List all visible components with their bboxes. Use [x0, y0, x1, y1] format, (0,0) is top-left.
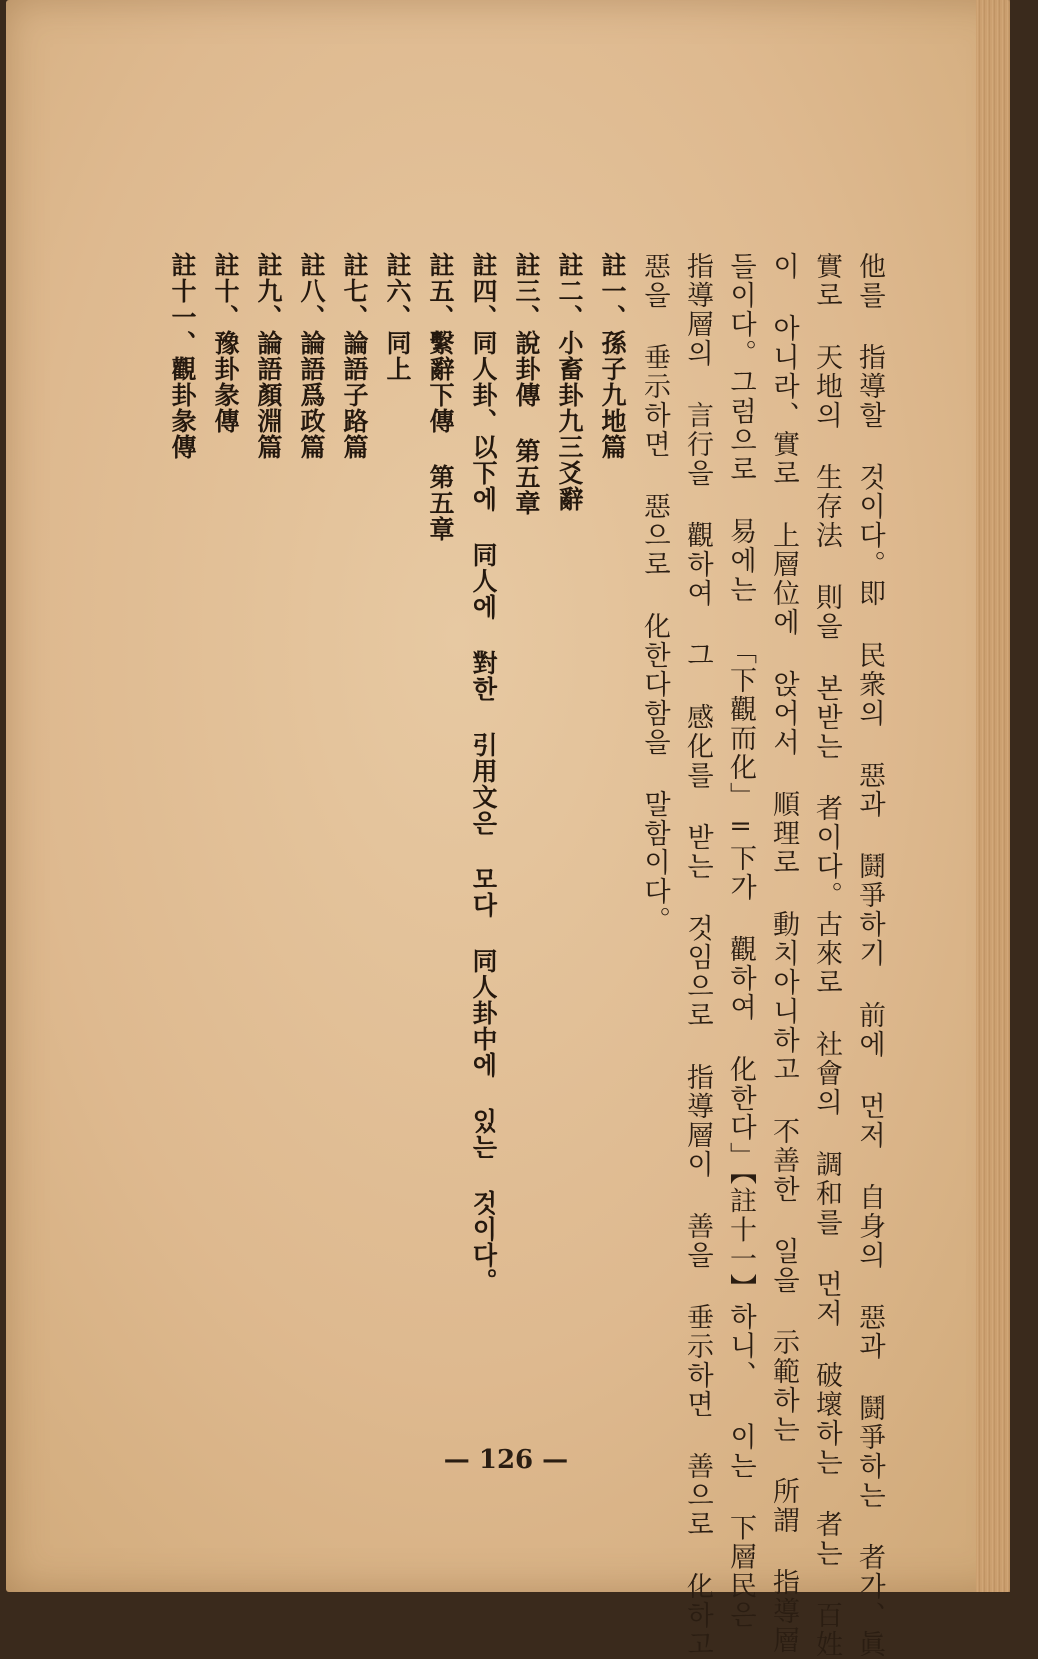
footnote-4: 註四、同人卦、以下에 同人에 對한 引用文은 모다 同人卦中에 있는 것이다。	[469, 252, 498, 1294]
footnote-10: 註十、豫卦彖傳	[211, 252, 240, 434]
body-line-6: 惡을 垂示하면 惡으로 化한다함을 말함이다。	[639, 252, 670, 935]
page-number: — 126 —	[443, 1445, 569, 1475]
body-line-4: 들이다。그럼으로 易에는 「下觀而化」=下가 觀하여 化한다」【註十一】하니、 이는 下層民은	[725, 252, 756, 1630]
book-page	[6, 0, 1010, 1659]
footnote-9: 註九、論語顏淵篇	[254, 252, 283, 460]
footnote-3: 註三、說卦傳 第五章	[512, 252, 541, 516]
footnote-8: 註八、論語爲政篇	[297, 252, 326, 460]
footnote-2: 註二、小畜卦九三爻辭	[555, 252, 584, 512]
footnote-11: 註十一、觀卦彖傳	[168, 252, 197, 460]
footnote-1: 註一、孫子九地篇	[598, 252, 627, 460]
footnote-6: 註六、同上	[383, 252, 412, 382]
footnote-5: 註五、繫辭下傳 第五章	[426, 252, 455, 542]
page-edge	[976, 0, 1010, 1592]
body-line-3: 이 아니라、實로 上層位에 앉어서 順理로 動치아니하고 不善한 일을 示範하는 所謂 指導層	[768, 252, 799, 1655]
footnote-7: 註七、論語子路篇	[340, 252, 369, 460]
body-line-1: 他를 指導할 것이다。即 民衆의 惡과 鬪爭하기 前에 먼저 自身의 惡과 鬪爭하는 者가、眞	[854, 252, 885, 1659]
body-line-2: 實로 天地의 生存法 則을 본받는 者이다。古來로 社會의 調和를 먼저 破壞하는 者는 百姓	[811, 252, 842, 1659]
body-line-5: 指導層의 言行을 觀하여 그 感化를 받는 것임으로 指導層이 善을 垂示하면 善으로 化하고	[682, 252, 713, 1659]
